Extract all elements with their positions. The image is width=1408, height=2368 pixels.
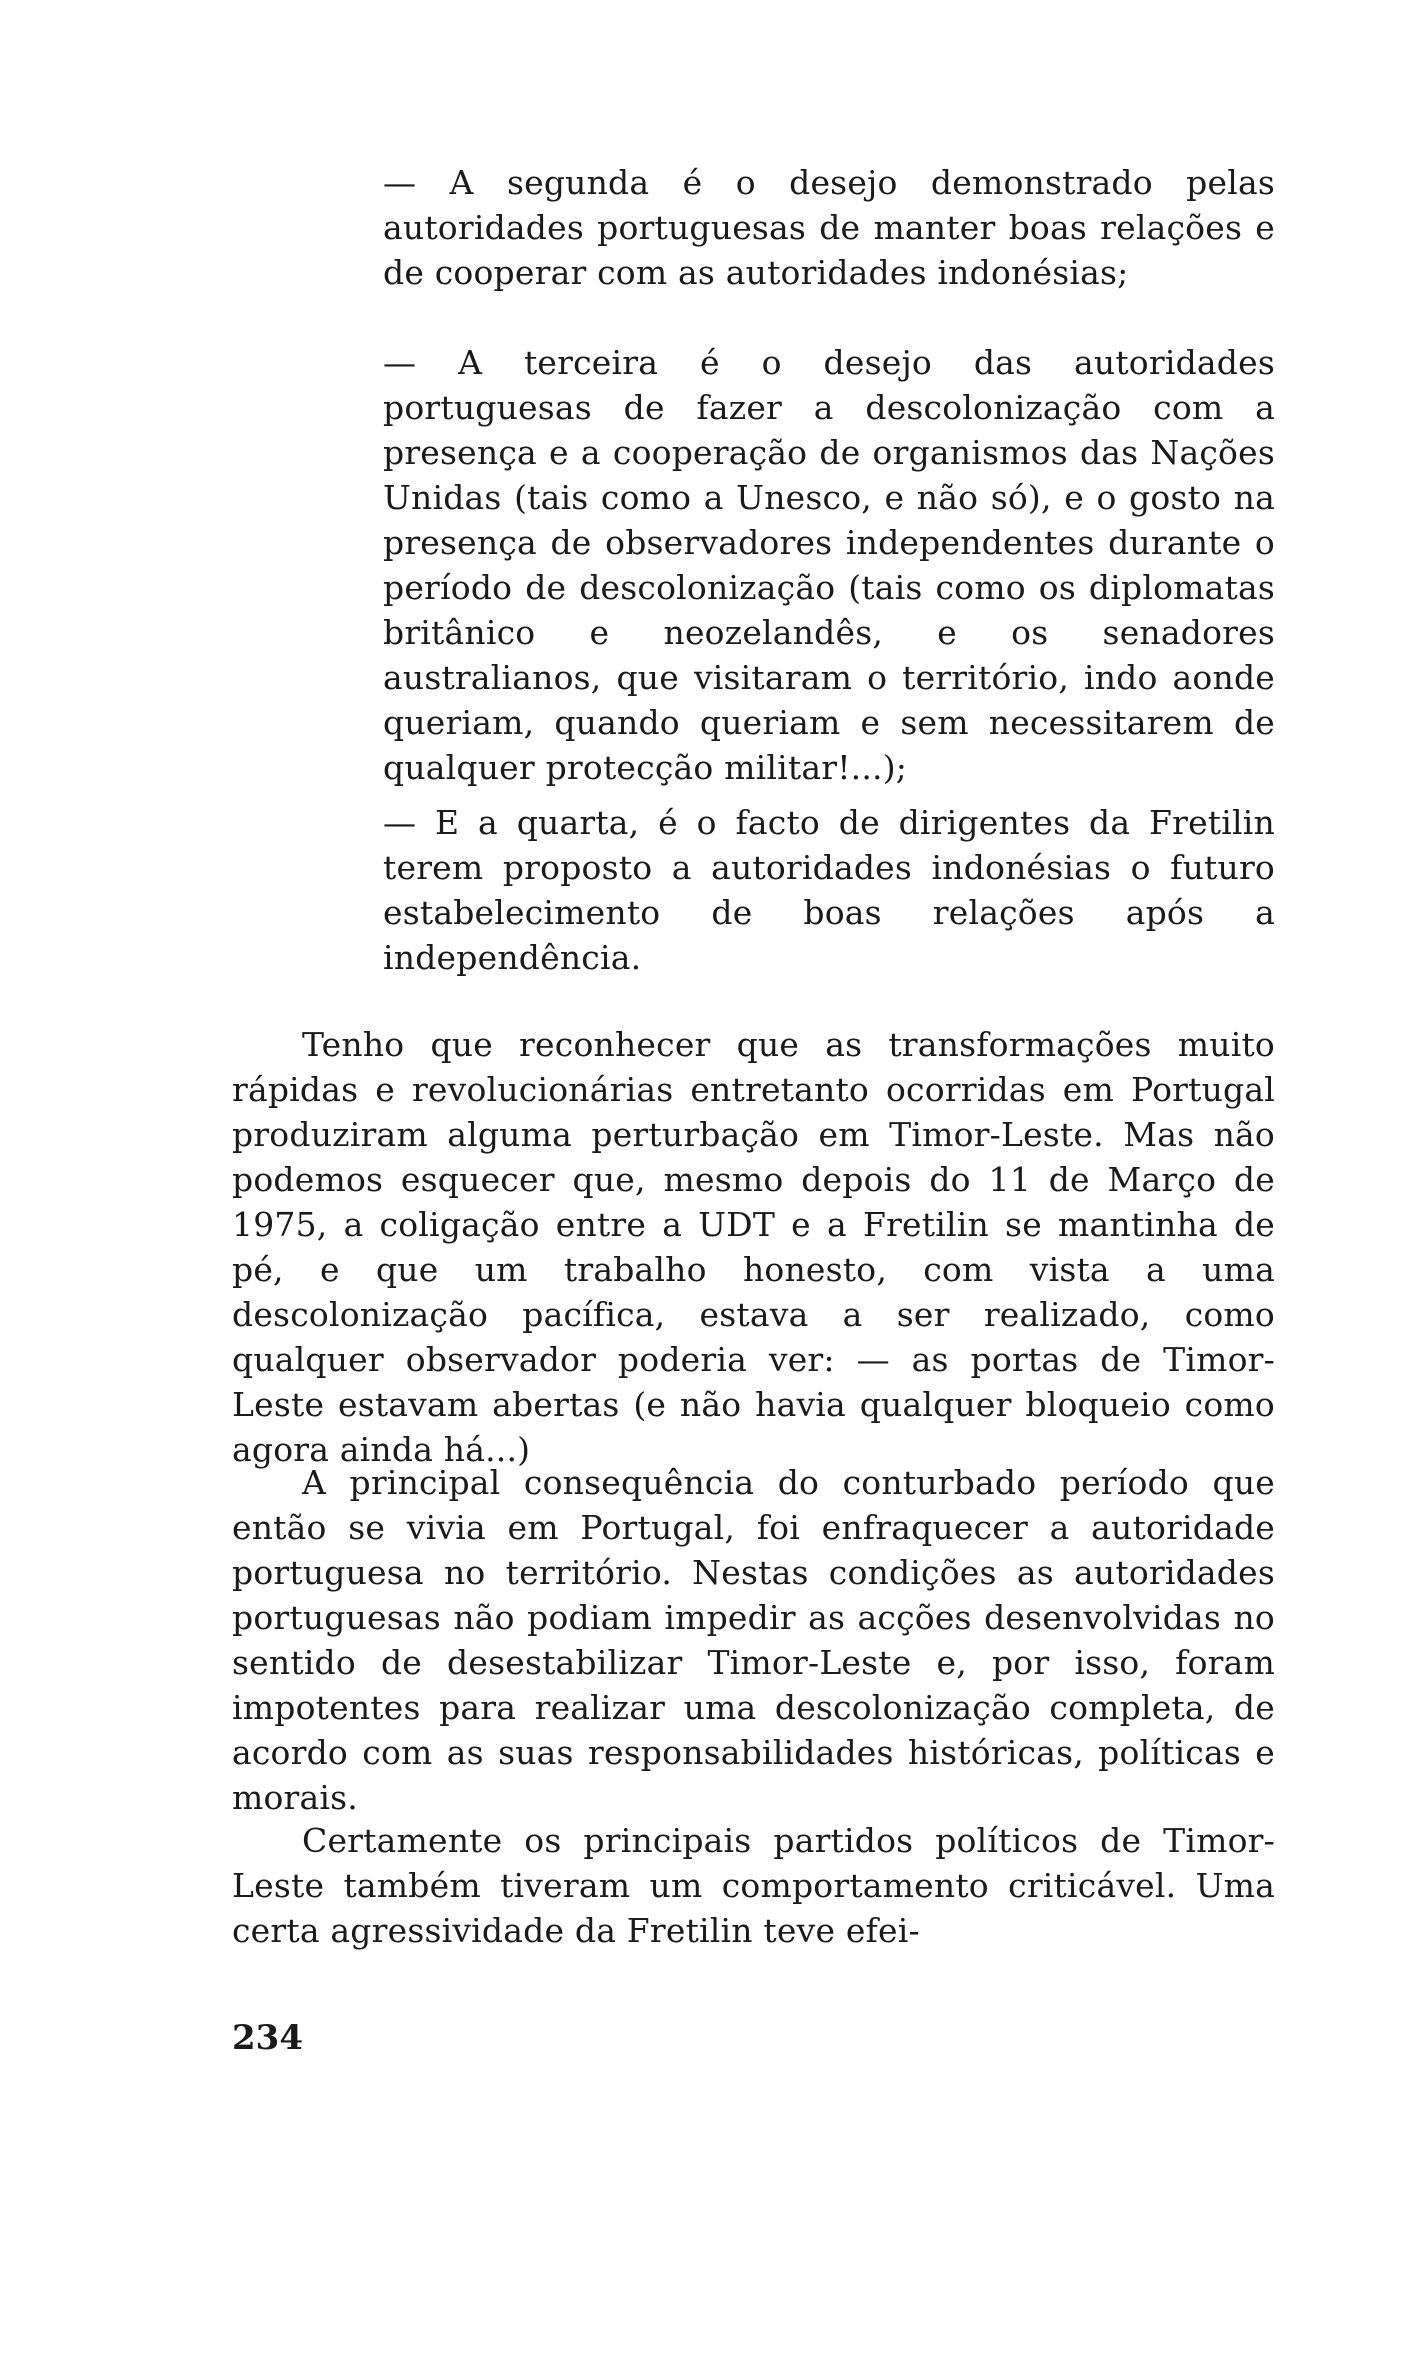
paragraph-transformations: Tenho que reconhecer que as transformações muito rápidas e revolucionárias entretanto ocorridas em Portugal produziram alguma perturbação em Timor-Leste. Mas não podemos esquecer que, mesmo depois do 11 de Março de 1975, a coligação entre a UDT e a Fretilin se mantinha de pé, e que um trabalho honesto, com vista a uma descolonização pacífica, estava a ser realizado, como qualquer observador poderia ver: — as portas de Timor-Leste estavam abertas (e não havia qualquer bloqueio como agora ainda há...) (232, 1025, 1275, 1469)
quote-item-fourth: — E a quarta, é o facto de dirigentes da Fretilin terem proposto a autoridades indonésias o futuro estabelecimento de boas relações após a independência. (383, 803, 1275, 977)
quote-item-second: — A segunda é o desejo demonstrado pelas autoridades portuguesas de manter boas relações e de cooperar com as autoridades indonésias; (383, 163, 1275, 292)
paragraph-consequence: A principal consequência do conturbado período que então se vivia em Portugal, foi enfraquecer a autoridade portuguesa no território. Nestas condições as autoridades portuguesas não podiam impedir as acções desenvolvidas no sentido de desestabilizar Timor-Leste e, por isso, foram impotentes para realizar uma descolonização completa, de acordo com as suas responsabilidades históricas, políticas e morais. (232, 1463, 1275, 1817)
quote-item-third: — A terceira é o desejo das autoridades portuguesas de fazer a descolonização com a presença e a cooperação de organismos das Nações Unidas (tais como a Unesco, e não só), e o gosto na presença de observadores independentes durante o período de descolonização (tais como os diplomatas britânico e neozelandês, e os senadores australianos, que visitaram o território, indo aonde queriam, quando queriam e sem necessitarem de qualquer protecção militar!...); (383, 343, 1275, 787)
paragraph-parties: Certamente os principais partidos políticos de Timor-Leste também tiveram um comportamento criticável. Uma certa agressividade da Fretilin teve efei- (232, 1821, 1275, 1950)
page-number: 234 (232, 2018, 303, 2058)
